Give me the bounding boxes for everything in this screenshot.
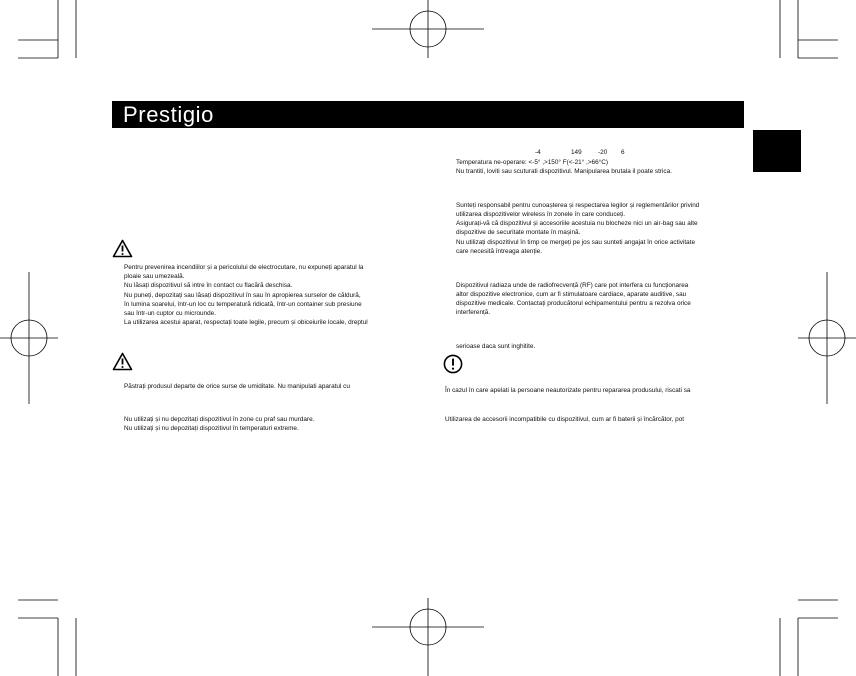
header-bar — [112, 101, 744, 128]
temp-value: 149 — [571, 149, 582, 156]
brand-logo: Prestigio — [123, 102, 214, 127]
rf-line: interferență. — [456, 309, 491, 316]
fire-warning-line: Pentru prevenirea incendiilor și a pericolului de electrocutare, nu expuneți aparatul la — [124, 264, 364, 271]
temp-value: 6 — [621, 149, 625, 156]
fire-warning-line: ploaie sau umezeală. — [124, 273, 185, 280]
rf-line: Dispozitivul radiaza unde de radiofrecvență (RF) care pot interfera cu funcționarea — [456, 282, 689, 289]
wireless-line: dispozitive de securitate montate în mașină. — [456, 229, 581, 236]
fire-warning-line: Nu puneți, depozitați sau lăsați dispozitivul în sau în apropierea surselor de căldură, — [124, 292, 361, 299]
exclamation-circle-icon — [443, 354, 463, 374]
page-side-tab — [753, 130, 801, 172]
dust-warning-line: Nu utilizați și nu depozitați dispozitivul în zone cu praf sau murdare. — [124, 416, 315, 423]
warning-triangle-icon — [112, 239, 133, 258]
fire-warning-line: La utilizarea acestui aparat, respectați toate legile, precum și obiceiurile locale, dreptul — [124, 319, 368, 326]
repair-warning-line: În cazul în care apelati la persoane neautorizate pentru repararea produsului, riscati sa — [445, 387, 691, 394]
wireless-line: Nu utilizați dispozitivul în timp ce mergeți pe jos sau sunteti angajat în orice activitate — [456, 239, 696, 246]
swallow-line: serioase daca sunt inghitite. — [456, 343, 536, 350]
temp-value: -20 — [598, 149, 608, 156]
accessories-warning-line: Utilizarea de accesorii incompatibile cu dispozitivul, cum ar fi baterii și încărcător, pot — [445, 416, 685, 423]
rf-line: altor dispozitive electronice, cum ar fi stimulatoare cardiace, aparate auditive, sau — [456, 291, 687, 298]
wireless-line: Asigurați-vă că dispozitivul și accesoriile acestuia nu blochеze nici un air-bag sau alte — [456, 220, 698, 227]
rf-line: dispozitive medicale. Contactați producătorul echipamentului pentru a rezolva orice — [456, 300, 691, 307]
wireless-line: Sunteți responsabil pentru cunoașterea și respectarea legilor și reglementărilor privind — [456, 202, 700, 209]
temp-line: Temperatura ne-operare: <-5° ,>150° F(<-21° ,>66°C) — [456, 159, 608, 166]
fire-warning-line: sau într-un cuptor cu microunde. — [124, 310, 216, 317]
temperature-warning-line: Nu utilizați și nu depozitați dispozitivul în temperaturi extreme. — [124, 425, 299, 432]
warning-triangle-icon — [112, 352, 133, 371]
wireless-line: care necesită întreaga atenție. — [456, 248, 542, 255]
wireless-line: utilizarea dispozitivelor wireless în zonele în care conduceți. — [456, 211, 626, 218]
fire-warning-line: Nu lăsați dispozitivul să intre în contact cu flacără deschisa. — [124, 282, 293, 289]
temp-value: -4 — [535, 149, 541, 156]
fire-warning-line: în lumina soarelui, într-un loc cu temperatură ridicată, într-un container sub presiune — [124, 301, 362, 308]
temp-line: Nu trantiti, loviti sau scuturati dispozitivul. Manipularea brutala il poate strica. — [456, 168, 672, 175]
moisture-warning-line: Păstrați produsul departe de orice surse de umiditate. Nu manipulati aparatul cu — [124, 383, 350, 390]
